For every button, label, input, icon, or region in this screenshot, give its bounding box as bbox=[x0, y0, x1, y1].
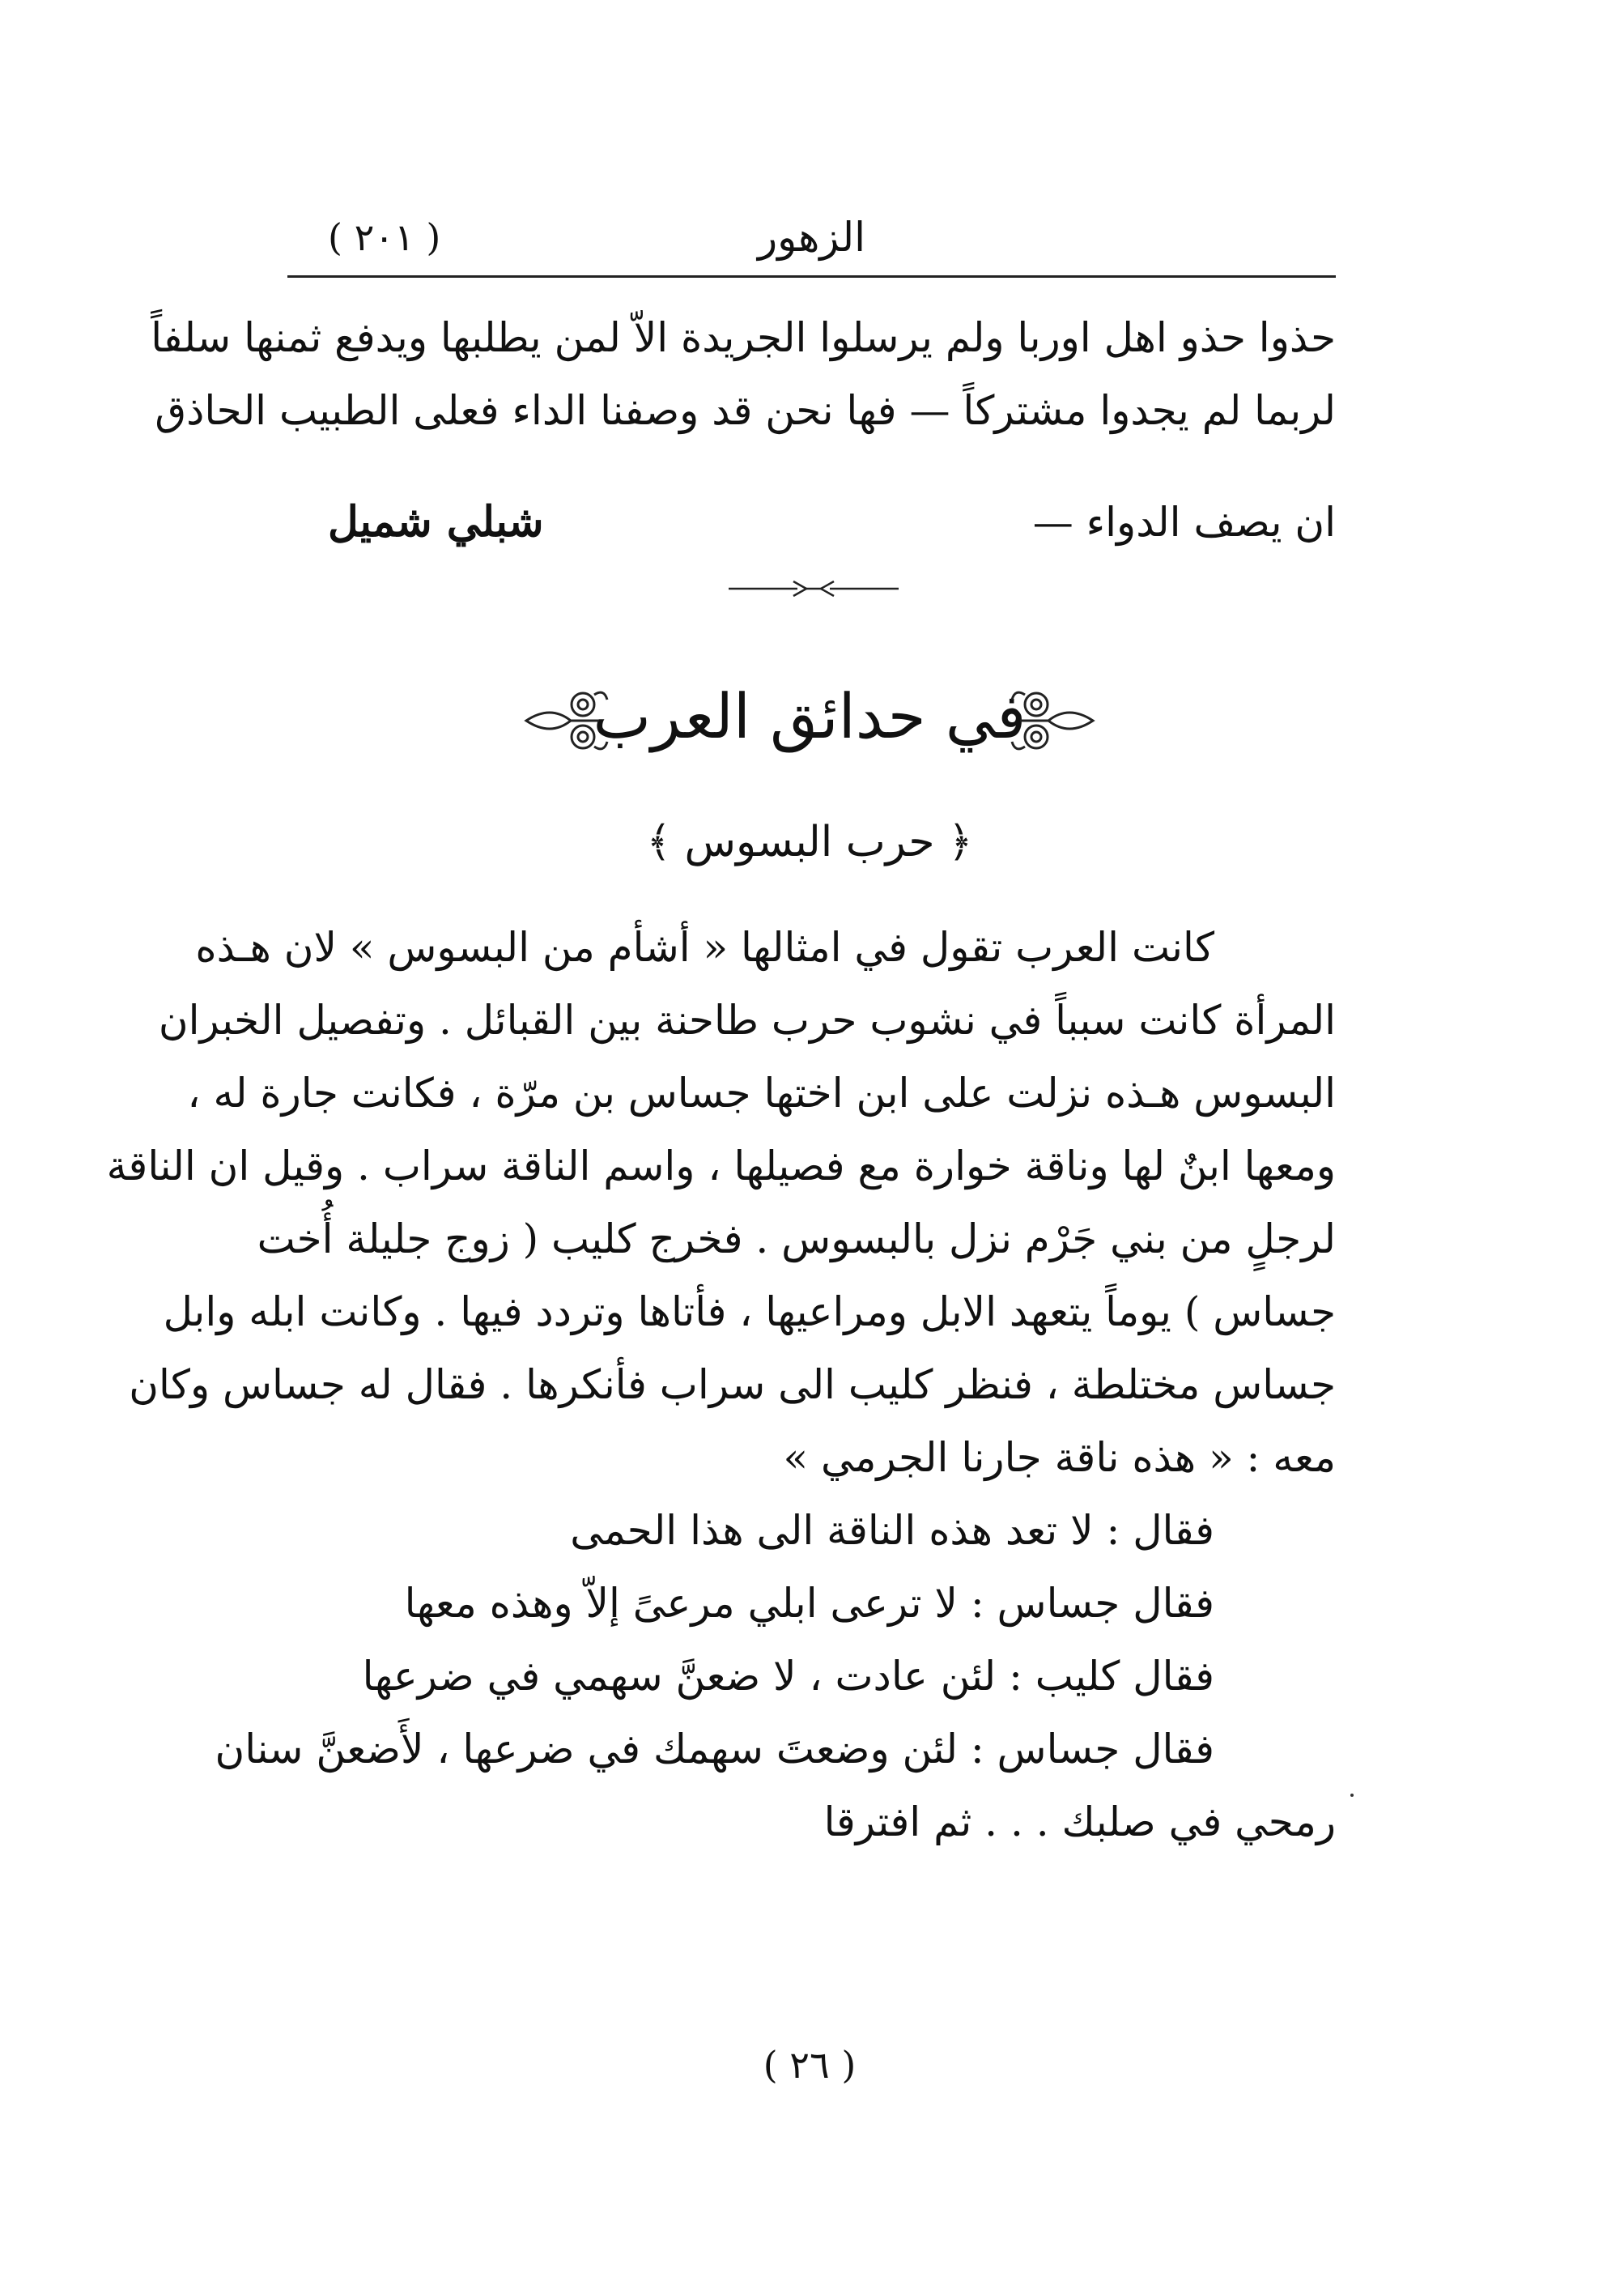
text-line: كانت العرب تقول في امثالها « أشأم من البسوس » لان هـذه bbox=[195, 924, 1214, 971]
author-signature: شبلي شميل bbox=[328, 497, 544, 547]
page-number: ( ٢٠١ ) bbox=[328, 215, 441, 259]
dialog-line: رمحي في صلبك . . . ثم افترقا bbox=[823, 1798, 1336, 1845]
journal-title: الزهور bbox=[757, 214, 866, 261]
text-line: لربما لم يجدوا مشتركاً — فها نحن قد وصفنا الداء فعلى الطبيب الحاذق bbox=[155, 387, 1336, 434]
text-line: ومعها ابنٌ لها وناقة خوارة مع فصيلها ، واسم الناقة سراب . وقيل ان الناقة bbox=[106, 1143, 1336, 1190]
section-title-text: في حدائق العرب bbox=[593, 680, 1027, 752]
dialog-line: فقال كليب : لئن عادت ، لا ضعنَّ سهمي في ضرعها bbox=[362, 1653, 1214, 1700]
dialog-block bbox=[215, 1494, 1336, 1858]
dialog-line: فقال جساس : لئن وضعتَ سهمك في ضرعها ، لأَضعنَّ سنان bbox=[215, 1726, 1214, 1773]
text-line: حذوا حذو اهل اوربا ولم يرسلوا الجريدة الاّ لمن يطلبها ويدفع ثمنها سلفاً bbox=[151, 314, 1336, 361]
text-line: المرأة كانت سبباً في نشوب حرب طاحنة بين القبائل . وتفصيل الخبران bbox=[158, 997, 1336, 1044]
issue-number: ( ٢٦ ) bbox=[763, 2043, 857, 2087]
dialog-line: فقال جساس : لا ترعى ابلي مرعىً إلاّ وهذه معها bbox=[404, 1580, 1214, 1627]
fleuron-ornament-icon bbox=[1004, 680, 1101, 761]
intro-text bbox=[151, 301, 1336, 447]
dialog-line: فقال : لا تعد هذه الناقة الى هذا الحمى bbox=[570, 1507, 1214, 1554]
text-line: جساس مختلطة ، فنظر كليب الى سراب فأنكرها . فقال له جساس وكان bbox=[129, 1361, 1336, 1408]
article-subtitle: ﴿ حرب البسوس ﴾ bbox=[646, 818, 973, 866]
text-line: جساس ) يوماً يتعهد الابل ومراعيها ، فأتاها وتردد فيها . وكانت ابله وابل bbox=[163, 1288, 1336, 1335]
article-paragraph bbox=[106, 911, 1336, 1494]
closing-line bbox=[287, 486, 1336, 559]
text-line: البسوس هـذه نزلت على ابن اختها جساس بن مرّة ، فكانت جارة له ، bbox=[187, 1070, 1336, 1117]
ornament-divider bbox=[729, 577, 899, 601]
text-line: لرجلٍ من بني جَرْم نزل بالبسوس . فخرج كليب ( زوج جليلة أُخت bbox=[257, 1215, 1336, 1262]
scan-speck bbox=[1350, 1794, 1354, 1797]
fleuron-ornament-icon bbox=[518, 680, 615, 761]
header-rule bbox=[287, 275, 1336, 278]
closing-text: ان يصف الدواء — bbox=[1032, 499, 1336, 546]
section-title bbox=[486, 664, 1133, 769]
running-header bbox=[287, 209, 1336, 266]
text-line: معه : « هذه ناقة جارنا الجرمي » bbox=[783, 1434, 1336, 1481]
